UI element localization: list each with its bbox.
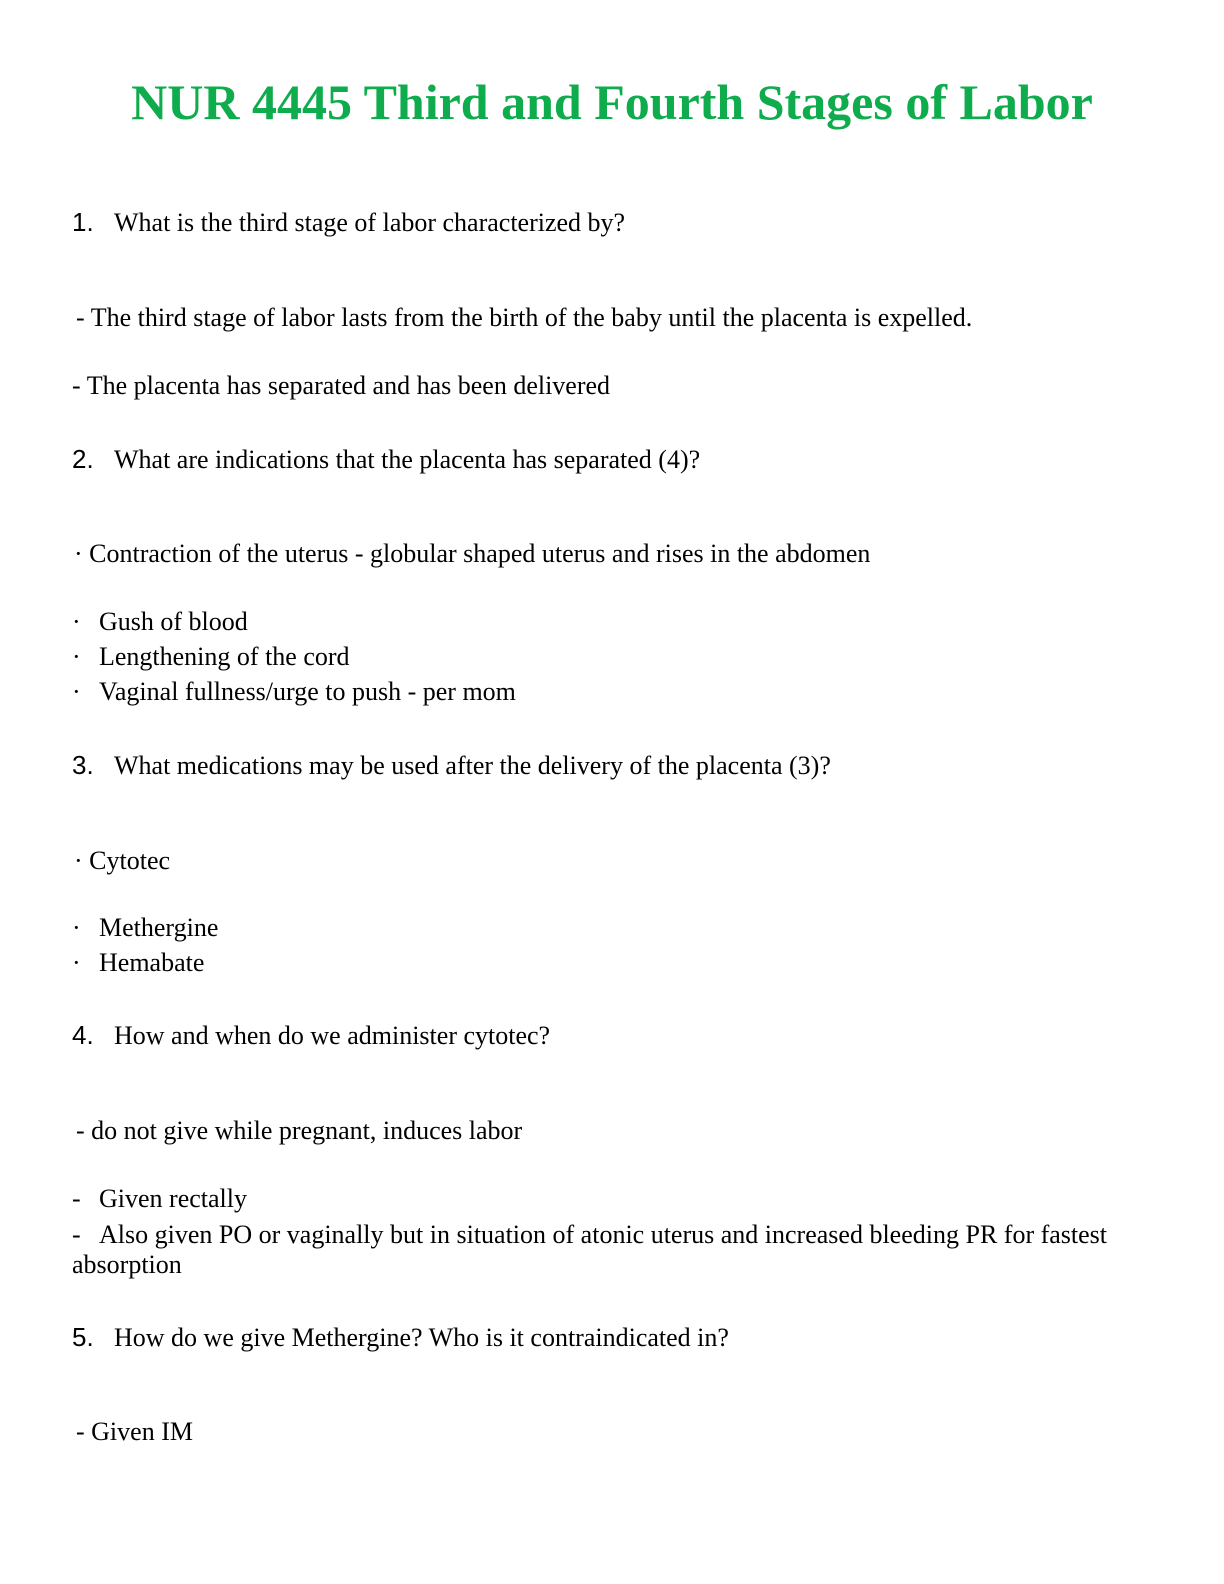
bullet-marker: ·: [72, 677, 81, 706]
answer-line: - Given IM: [76, 1417, 193, 1446]
bullet-text: Hemabate: [99, 948, 205, 977]
bullet-item: [72, 606, 248, 638]
bullet-text: Vaginal fullness/urge to push - per mom: [99, 677, 516, 706]
bullet-item: [72, 947, 204, 979]
bullet-text: Gush of blood: [99, 607, 248, 636]
bullet-text: Given rectally: [99, 1184, 247, 1213]
question-1: [72, 206, 625, 239]
bullet-marker: ·: [72, 642, 81, 671]
document-title: NUR 4445 Third and Fourth Stages of Labor: [131, 74, 1093, 130]
answer-line: - The third stage of labor lasts from the birth of the baby until the placenta is expelled.: [76, 303, 973, 332]
bullet-marker: ·: [72, 948, 81, 977]
question-4: [72, 1019, 550, 1052]
question-2: [72, 443, 700, 476]
question-text: What are indications that the placenta has separated (4)?: [114, 445, 701, 474]
bullet-item: [72, 641, 350, 673]
question-text: What medications may be used after the delivery of the placenta (3)?: [114, 751, 831, 780]
bullet-marker: ·: [72, 607, 81, 636]
question-number: 2.: [72, 444, 94, 474]
question-5: [72, 1321, 729, 1354]
bullet-item: [72, 676, 516, 708]
question-3: [72, 749, 831, 782]
bullet-item: [72, 1183, 247, 1215]
bullet-marker: -: [72, 1184, 81, 1213]
bullet-text: Lengthening of the cord: [99, 642, 350, 671]
answer-line: · Contraction of the uterus - globular shaped uterus and rises in the abdomen: [74, 539, 871, 568]
question-text: What is the third stage of labor characterized by?: [114, 208, 626, 237]
bullet-marker: ·: [72, 913, 81, 942]
answer-line: · Cytotec: [74, 846, 171, 875]
question-number: 4.: [72, 1020, 94, 1050]
answer-line: - The placenta has separated and has been delivered: [72, 371, 611, 400]
answer-line: - do not give while pregnant, induces labor: [76, 1116, 523, 1145]
bullet-item: [72, 1220, 1112, 1280]
bullet-text: Also given PO or vaginally but in situation of atonic uterus and increased bleeding PR for fastest absorption: [72, 1220, 1108, 1279]
question-number: 1.: [72, 207, 94, 237]
bullet-text: Methergine: [99, 913, 219, 942]
bullet-item: [72, 912, 218, 944]
bullet-marker: -: [72, 1220, 81, 1249]
question-text: How do we give Methergine? Who is it contraindicated in?: [114, 1323, 729, 1352]
question-number: 3.: [72, 750, 94, 780]
question-number: 5.: [72, 1322, 94, 1352]
question-text: How and when do we administer cytotec?: [114, 1021, 551, 1050]
